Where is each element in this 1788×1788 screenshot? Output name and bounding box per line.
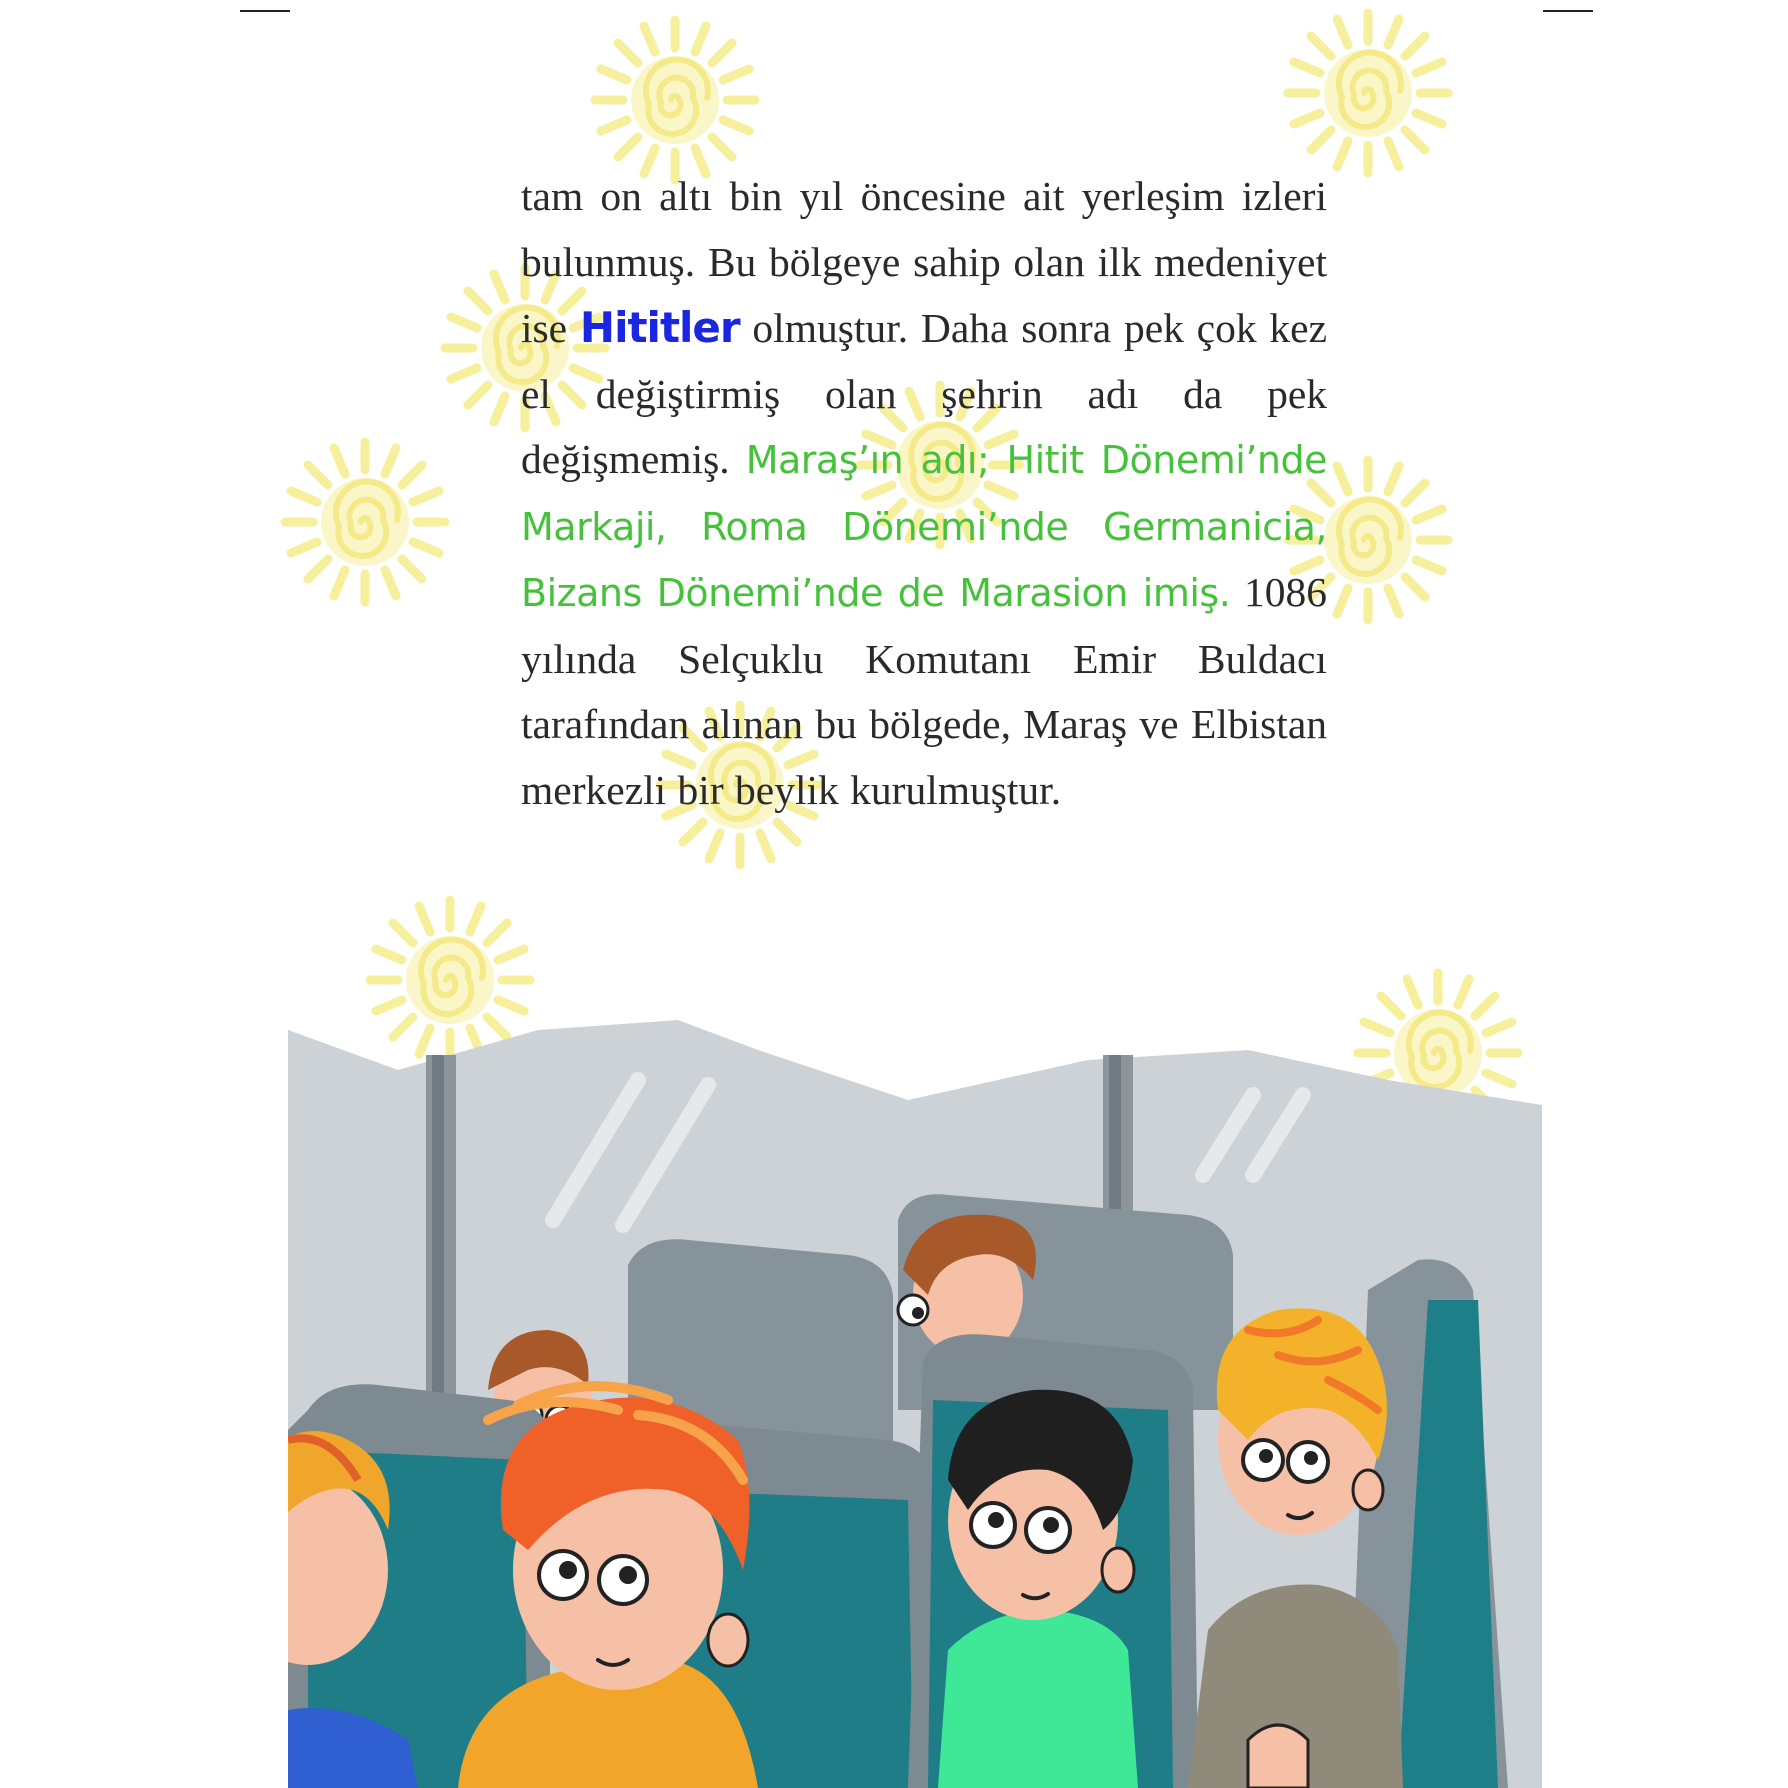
paragraph-text-3: 1086 yılında Selçuklu Komutanı Emir Buldacı tarafından alınan bu bölgede, Maraş ve Elbistan merkezli bir beylik kurulmuştur. [521,569,1328,813]
sun-decoration-icon [1283,8,1453,178]
body-paragraph [521,164,1327,823]
paragraph-text-1: tam on altı bin yıl öncesine ait yerleşim izleri bulunmuş. Bu bölgeye sahip olan ilk medeniyet ise [521,173,1327,351]
sun-decoration-icon [590,15,760,185]
crop-mark-left [240,10,290,12]
highlight-city-names: Maraş’ın adı; Hitit Dönemi’nde Markaji, Roma Dönemi’nde Germanicia, Bizans Dönemi’nde de Marasion imiş. [521,438,1328,615]
paragraph-text-2: olmuştur. Daha sonra pek çok kez el değiştirmiş olan şehrin adı da pek değişmemiş. [521,305,1327,482]
bus-children-illustration-icon [288,1010,1542,1788]
crop-mark-right [1543,10,1593,12]
highlight-hititler: Hititler [579,303,740,352]
sun-decoration-icon [280,437,450,607]
